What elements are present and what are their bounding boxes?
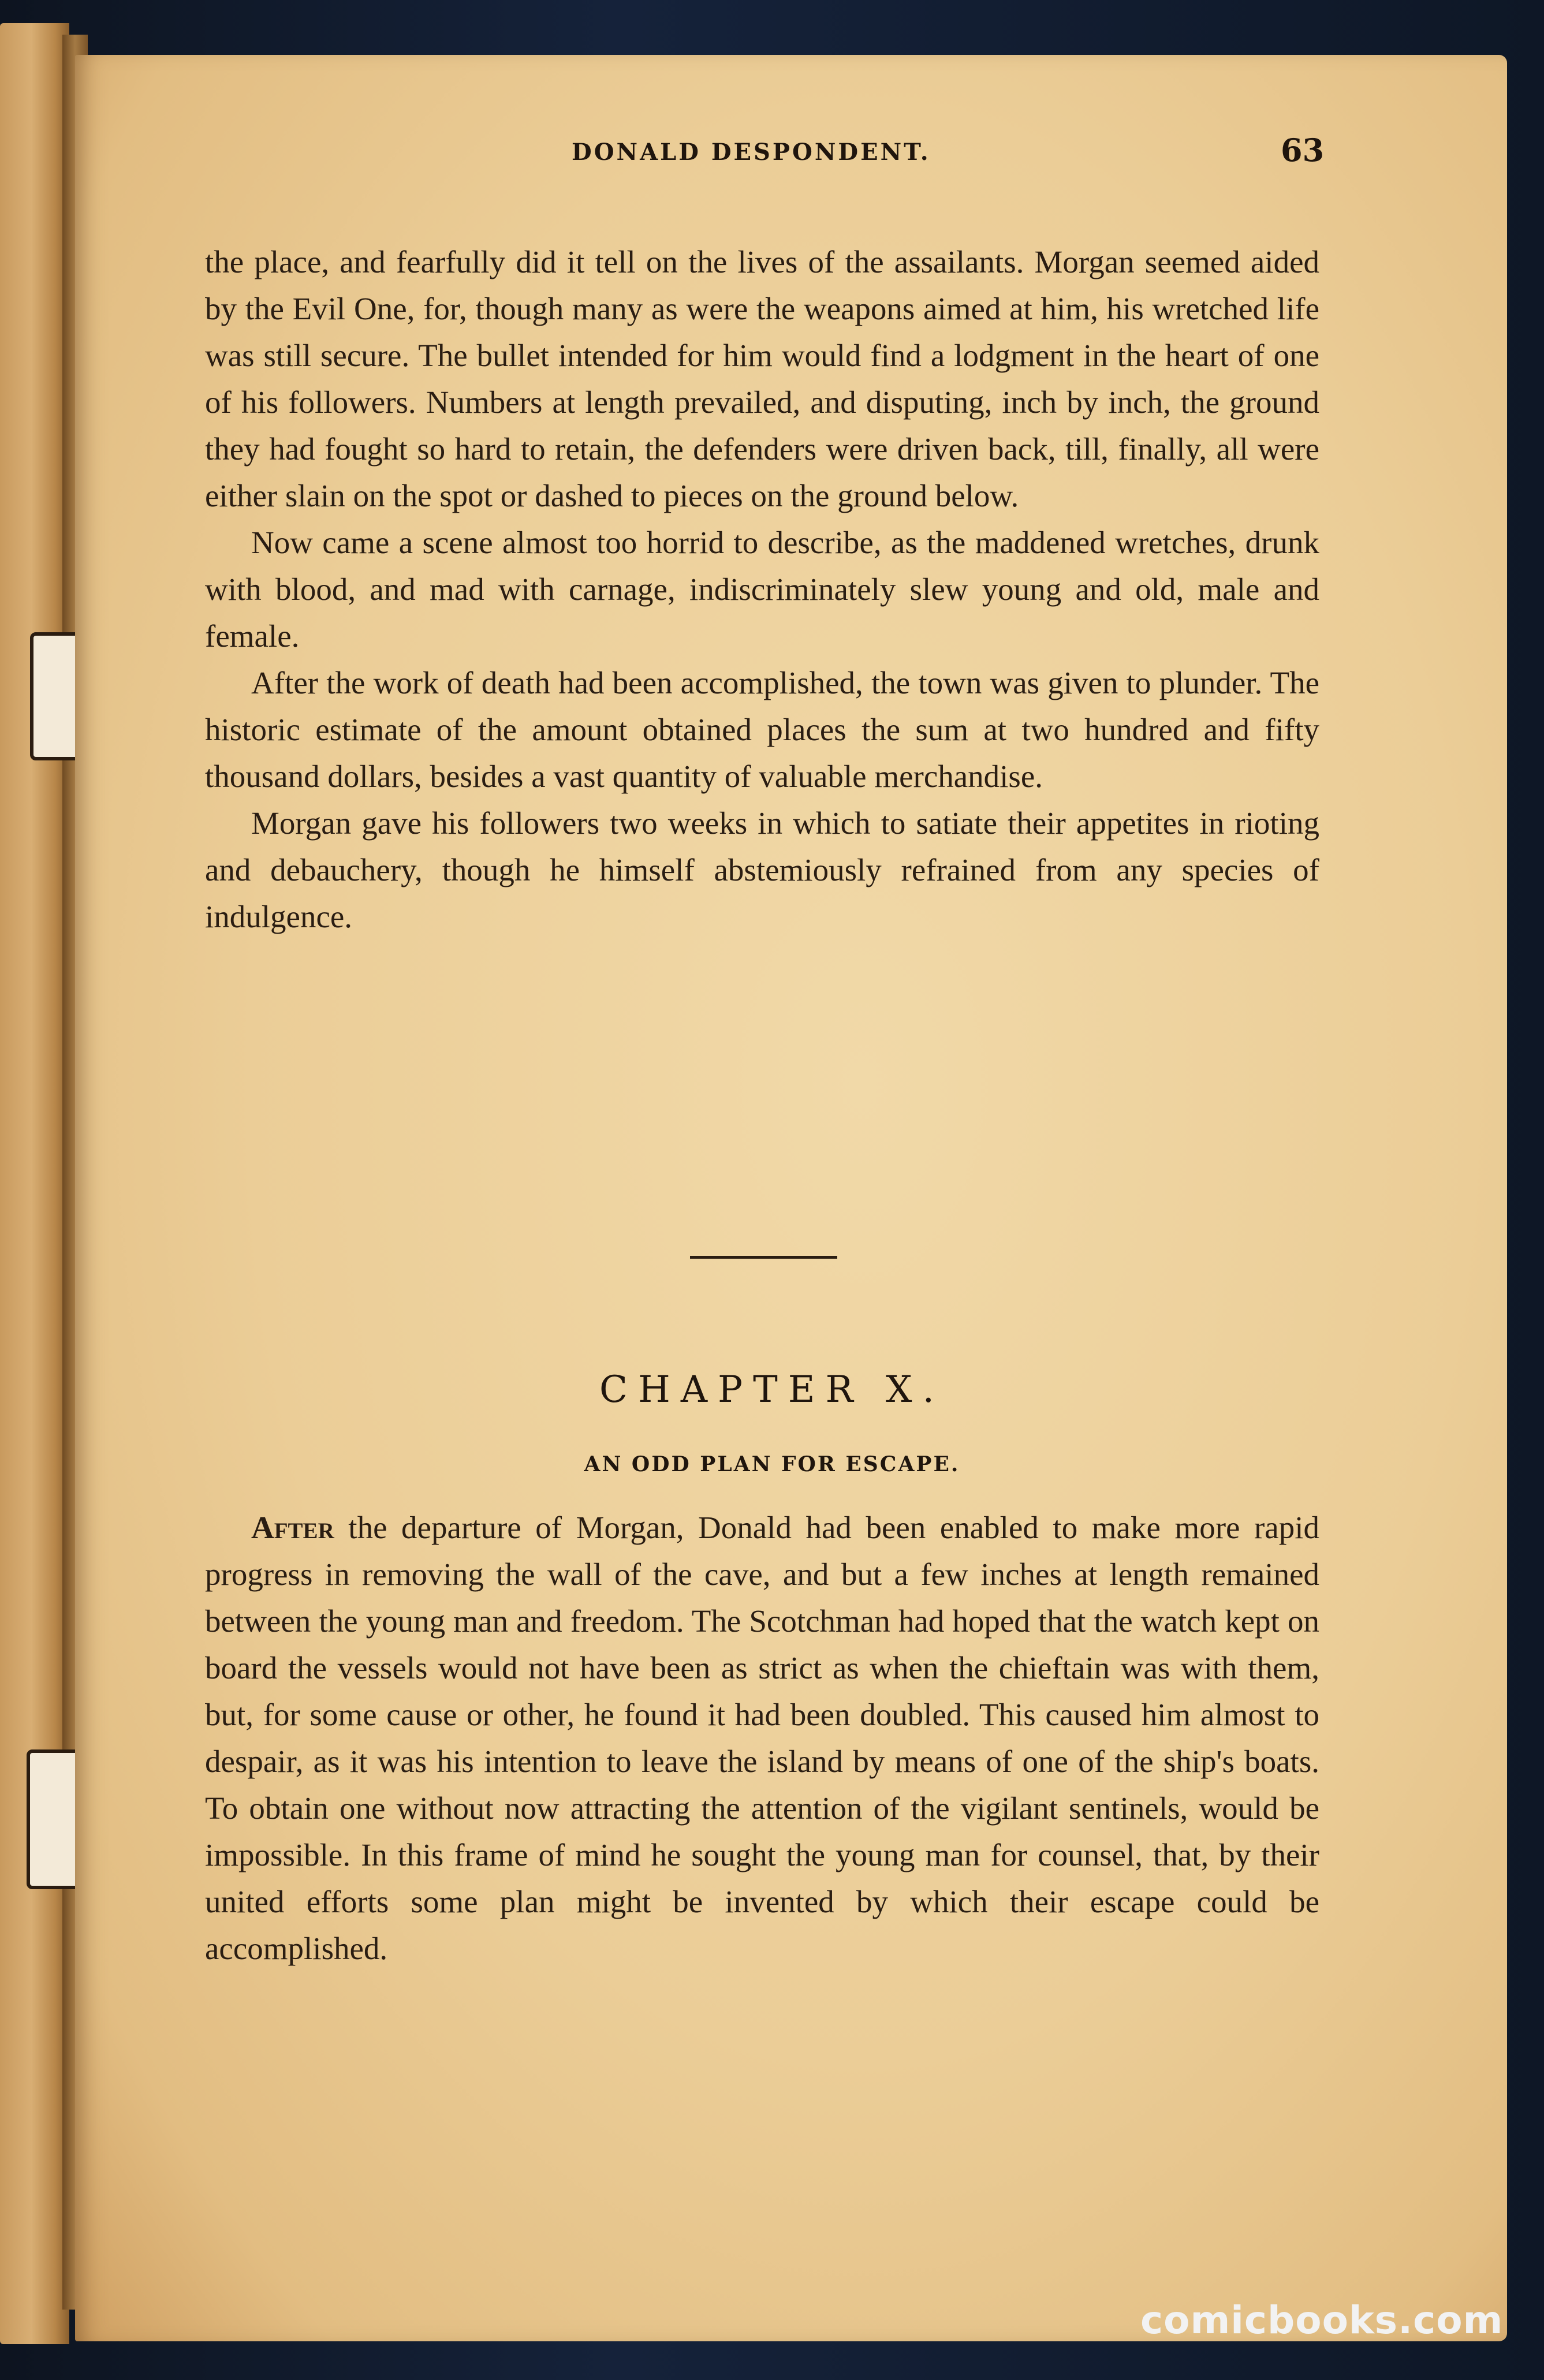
site-watermark: comicbooks.com [1140, 2298, 1504, 2342]
page-number: 63 [1281, 132, 1325, 169]
chapter-title: CHAPTER X. [599, 1368, 945, 1411]
paragraph: After the work of death had been accomplished, the town was given to plunder. The historic estimate of the amount obtained places the sum at two hundred and fifty thousand dollars, besides a vast quantity of valuable merchandise. [205, 665, 1319, 794]
opening-word: After [251, 1510, 334, 1545]
chapter-subtitle: AN ODD PLAN FOR ESCAPE. [584, 1452, 960, 1476]
text-block-chapter [205, 1504, 1319, 1972]
paragraph-text: the departure of Morgan, Donald had been enabled to make more rapid progress in removing the wall of the cave, and but a few inches at length remained between the young man and freedom. The Scotchman had hoped that the watch kept on board the vessels would not have been as strict as when the chieftain was with them, but, for some cause or other, he found it had been doubled. This caused him almost to despair, as it was his intention to leave the island by means of one of the ship's boats. To obtain one without now attracting the attention of the vigilant sentinels, would be impossible. In this frame of mind he sought the young man for counsel, that, by their united efforts some plan might be invented by which their escape could be accomplished. [205, 1510, 1319, 1966]
paragraph: the place, and fearfully did it tell on the lives of the assailants. Morgan seemed aided by the Evil One, for, though many as were the weapons aimed at him, his wretched life was still secure. The bullet intended for him would find a lodgment in the heart of one of his followers. Numbers at length prevailed, and disputing, inch by inch, the ground they had fought so hard to retain, the defenders were driven back, till, finally, all were either slain on the spot or dashed to pieces on the ground below. [205, 244, 1319, 513]
text-block-top [205, 238, 1319, 940]
previous-page-edge [0, 23, 69, 2344]
chapter-opening-paragraph [205, 1504, 1319, 1972]
paragraph: Now came a scene almost too horrid to describe, as the maddened wretches, drunk with blood, and mad with carnage, indiscriminately slew young and old, male and female. [205, 525, 1319, 654]
paragraph: Morgan gave his followers two weeks in which to satiate their appetites in rioting and debauchery, though he himself abstemiously refrained from any species of indulgence. [205, 805, 1319, 934]
section-divider [690, 1256, 837, 1259]
running-header: DONALD DESPONDENT. [572, 139, 931, 166]
